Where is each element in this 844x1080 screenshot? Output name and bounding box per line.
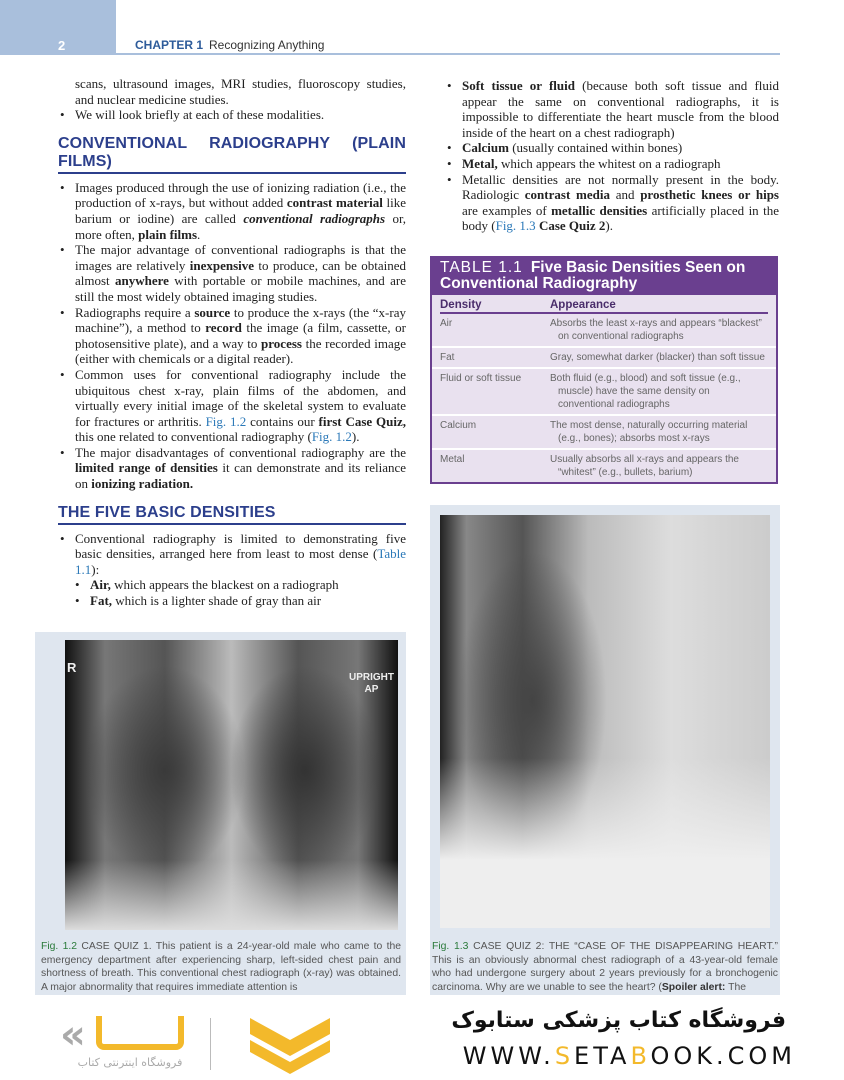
caption-text: This is an obviously abnormal chest radiograph of a 43-year-old female who had undergone surgery about 2 years previously for a bronchogenic carcinoma. Why are we unable to see the heart? ( [432, 954, 778, 993]
caption-title: CASE QUIZ 2: THE “CASE OF THE DISAPPEARING HEART.” [473, 941, 779, 952]
right-column [445, 78, 779, 234]
table-row [432, 348, 776, 369]
bold-term: Soft tissue or fluid [462, 78, 575, 93]
text-run: it can demonstrate and its reliance on [75, 460, 407, 492]
caption-text: This patient is a 24-year-old male who came to the emergency department after experiencing sharp, left-sided chest pain and shortness of breath. This conventional chest radiograph (x-ray) was obtained. A major abnormality that requires immediate attention is [41, 941, 402, 993]
chapter-label: CHAPTER 1 [135, 38, 204, 52]
bullet-icon: • [60, 107, 65, 123]
bullet-icon: • [60, 304, 65, 320]
bullet-icon: • [60, 179, 65, 195]
table-row [432, 416, 776, 450]
bold-term: record [205, 320, 242, 336]
text-run: the image (a film, cassette, or photosensitive plate), and a way to [75, 320, 406, 351]
bold-term: contrast media [524, 187, 610, 203]
chest-xray-image-1 [65, 640, 398, 930]
label-upright: UPRIGHT [349, 672, 394, 683]
bold-term: contrast material [286, 195, 383, 211]
text-run: this one related to conventional radiography ( [75, 429, 312, 445]
section2-list [58, 531, 406, 609]
text-run: (usually contained within bones) [508, 140, 683, 156]
text-run: Common uses for conventional radiography include the ubiquitous chest x-ray, plain films of the abdomen, and virtually every initial image of the skeletal system to evaluate for fractures or arthritis. [75, 366, 406, 429]
density-cell: Calcium [440, 420, 477, 431]
bold-term: Metal, [462, 155, 498, 171]
table-row [432, 369, 776, 416]
bullet-icon: • [60, 530, 65, 546]
text-run: are examples of [462, 202, 552, 218]
section1-list [58, 180, 406, 492]
bullet-item [445, 140, 779, 156]
text-run: (because both soft tissue and fluid appear the same on conventional radiographs, it is impossible to differentiate the heart muscle from the blood inside of the heart on a chest radiograph) [462, 78, 780, 140]
bold-term: ionizing radiation. [91, 476, 194, 492]
bullet-item [58, 76, 406, 107]
text-run: to produce, can be obtained almost [75, 257, 406, 289]
figure-link[interactable]: Fig. 1.2 [205, 413, 247, 429]
table-number: TABLE 1.1 [440, 259, 523, 276]
page-fade [0, 995, 844, 1007]
table-1-1 [430, 256, 778, 484]
url-part: WWW. [462, 1042, 555, 1070]
url-part: B [630, 1042, 651, 1070]
bullet-item [58, 180, 406, 242]
bullet-item [58, 445, 406, 492]
bold-term: limited range of densities [75, 460, 218, 476]
text-run: Radiographs require a [75, 304, 195, 320]
table-row [432, 450, 776, 482]
text-run: to produce the x-rays (the “x-ray machine”), a method to [75, 304, 406, 336]
figure-1-2 [35, 632, 406, 995]
bullet-icon: • [447, 140, 452, 156]
url-part: OOK.COM [650, 1042, 796, 1070]
bold-term: process [261, 335, 302, 351]
col-density: Density [440, 299, 482, 311]
store-name: فروشگاه کتاب پزشکی ستابوک [451, 1008, 786, 1033]
text-run: contains our [246, 413, 319, 429]
density-cell: Fluid or soft tissue [440, 373, 522, 384]
header-rule [116, 53, 780, 55]
text-run: Metallic densities are not normally present in the body. Radiologic [462, 171, 779, 203]
bold-term: metallic densities [551, 202, 648, 218]
caption-title: CASE QUIZ 1. [81, 941, 152, 952]
bullet-icon: • [75, 593, 80, 609]
right-list [445, 78, 779, 234]
bold-term: prosthetic knees or hips [640, 187, 779, 203]
text-run: like barium or iodine) are called [75, 195, 406, 226]
text-run: the recorded image (either with chemicals or a digital reader). [75, 335, 406, 367]
bullet-item [58, 367, 406, 445]
bullet-icon: • [447, 78, 452, 93]
table-title-text: Five Basic Densities Seen on Conventional Radiography [440, 259, 746, 292]
fig-label: Fig. 1.3 [432, 941, 469, 952]
setabook-logo [60, 1012, 330, 1076]
bold-term: first Case Quiz, [318, 413, 407, 429]
store-url [463, 1042, 796, 1070]
bold-term: source [194, 304, 231, 320]
intro-list [58, 76, 406, 123]
text-run: which appears the blackest on a radiograph [110, 577, 339, 593]
bold-term: inexpensive [189, 257, 255, 273]
running-header [135, 38, 324, 52]
table-title [432, 258, 776, 295]
table-body [432, 314, 776, 482]
bullet-icon: • [60, 242, 65, 258]
text-run: which appears the whitest on a radiograph [497, 155, 721, 171]
bold-term: plain films [138, 226, 198, 242]
appearance-cell: Absorbs the least x-rays and appears “blackest” on conventional radiographs [550, 318, 762, 342]
heading-five-densities: THE FIVE BASIC DENSITIES [58, 504, 406, 525]
density-cell: Metal [440, 454, 465, 465]
caption-end: The [725, 981, 747, 993]
bold-term: anywhere [115, 273, 169, 289]
text-run: . [197, 226, 201, 242]
chest-xray-image-2 [440, 515, 770, 928]
logo-shield-icon [250, 1018, 330, 1074]
caption-1-3 [432, 940, 778, 994]
marker-r: R [67, 660, 77, 675]
text-run: or, more often, [75, 210, 407, 242]
bold-term: Case Quiz 2 [538, 218, 606, 234]
logo-text: فروشگاه اینترنتی کتاب [77, 1056, 183, 1069]
url-part: ETA [574, 1042, 631, 1070]
bold-term: conventional radiographs [243, 210, 386, 226]
bullet-icon: • [60, 366, 65, 382]
bullet-item [58, 242, 406, 304]
table-header [440, 299, 768, 314]
text-run: and [609, 187, 641, 203]
text-run: ): [91, 561, 100, 577]
text-run: ). [605, 218, 613, 234]
bullet-icon: • [60, 444, 65, 460]
figure-1-3 [430, 505, 780, 995]
appearance-cell: Both fluid (e.g., blood) and soft tissue (e.g., muscle) have the same density on conventional radiographs [550, 373, 741, 410]
bold-term: Fat, [90, 593, 113, 609]
density-cell: Fat [440, 352, 455, 363]
bold-term: Calcium [462, 140, 509, 156]
text-run: We will look briefly at each of these modalities. [75, 107, 325, 123]
bullet-icon: • [447, 155, 452, 171]
text-run: The major disadvantages of conventional radiography are the [75, 444, 406, 460]
xray-shading [65, 860, 398, 930]
page-number: 2 [58, 38, 66, 53]
bullet-item [445, 172, 779, 234]
appearance-cell: Usually absorbs all x-rays and appears the “whitest” (e.g., bullets, barium) [550, 454, 739, 478]
bullet-item [58, 305, 406, 367]
url-part: S [554, 1042, 575, 1070]
bullet-icon: • [75, 577, 80, 593]
bullet-item [58, 107, 406, 123]
text-run: scans, ultrasound images, MRI studies, fluoroscopy studies, and nuclear medicine studies. [75, 76, 406, 107]
chapter-title: Recognizing Anything [209, 38, 325, 52]
fig-label: Fig. 1.2 [41, 941, 78, 952]
upright-ap-label [349, 672, 394, 696]
bullet-item [445, 156, 779, 172]
text-run: ). [351, 429, 360, 445]
caption-1-2 [41, 940, 401, 994]
text-run: The major advantage of conventional radiographs is that the images are relatively [75, 242, 406, 273]
figure-link[interactable]: Fig. 1.3 [495, 218, 536, 234]
label-ap: AP [364, 684, 379, 695]
text-run: Conventional radiography is limited to demonstrating five basic densities, arranged here from least to most dense ( [75, 530, 406, 562]
col-appearance: Appearance [550, 299, 616, 311]
logo-chevrons-icon: « [60, 1012, 86, 1058]
left-column [58, 76, 406, 609]
bullet-item [58, 593, 406, 609]
appearance-cell: The most dense, naturally occurring material (e.g., bones); absorbs most x-rays [550, 420, 748, 444]
bullet-item [58, 577, 406, 593]
xray-shading [440, 758, 770, 928]
logo-mark-icon [96, 1016, 184, 1050]
heading-conventional-radiography: CONVENTIONAL RADIOGRAPHY (PLAIN FILMS) [58, 135, 406, 174]
density-cell: Air [440, 318, 453, 329]
figure-link[interactable]: Table 1.1 [75, 546, 406, 577]
logo-divider [210, 1018, 211, 1070]
text-run: which is a lighter shade of gray than air [112, 593, 322, 609]
text-run: artificially placed in the body ( [462, 202, 779, 234]
bullet-item [445, 78, 779, 140]
spoiler-label: Spoiler alert: [661, 981, 726, 993]
table-row [432, 314, 776, 348]
text-run: Images produced through the use of ionizing radiation (i.e., the production of x-rays, but without added [75, 179, 406, 211]
bold-term: Air, [90, 577, 111, 593]
bullet-icon: • [447, 171, 452, 187]
figure-link[interactable]: Fig. 1.2 [311, 429, 352, 445]
text-run: with portable or mobile machines, and are still the most widely obtained imaging studies. [75, 273, 406, 304]
appearance-cell: Gray, somewhat darker (blacker) than soft tissue [550, 352, 765, 363]
bullet-item [58, 531, 406, 578]
